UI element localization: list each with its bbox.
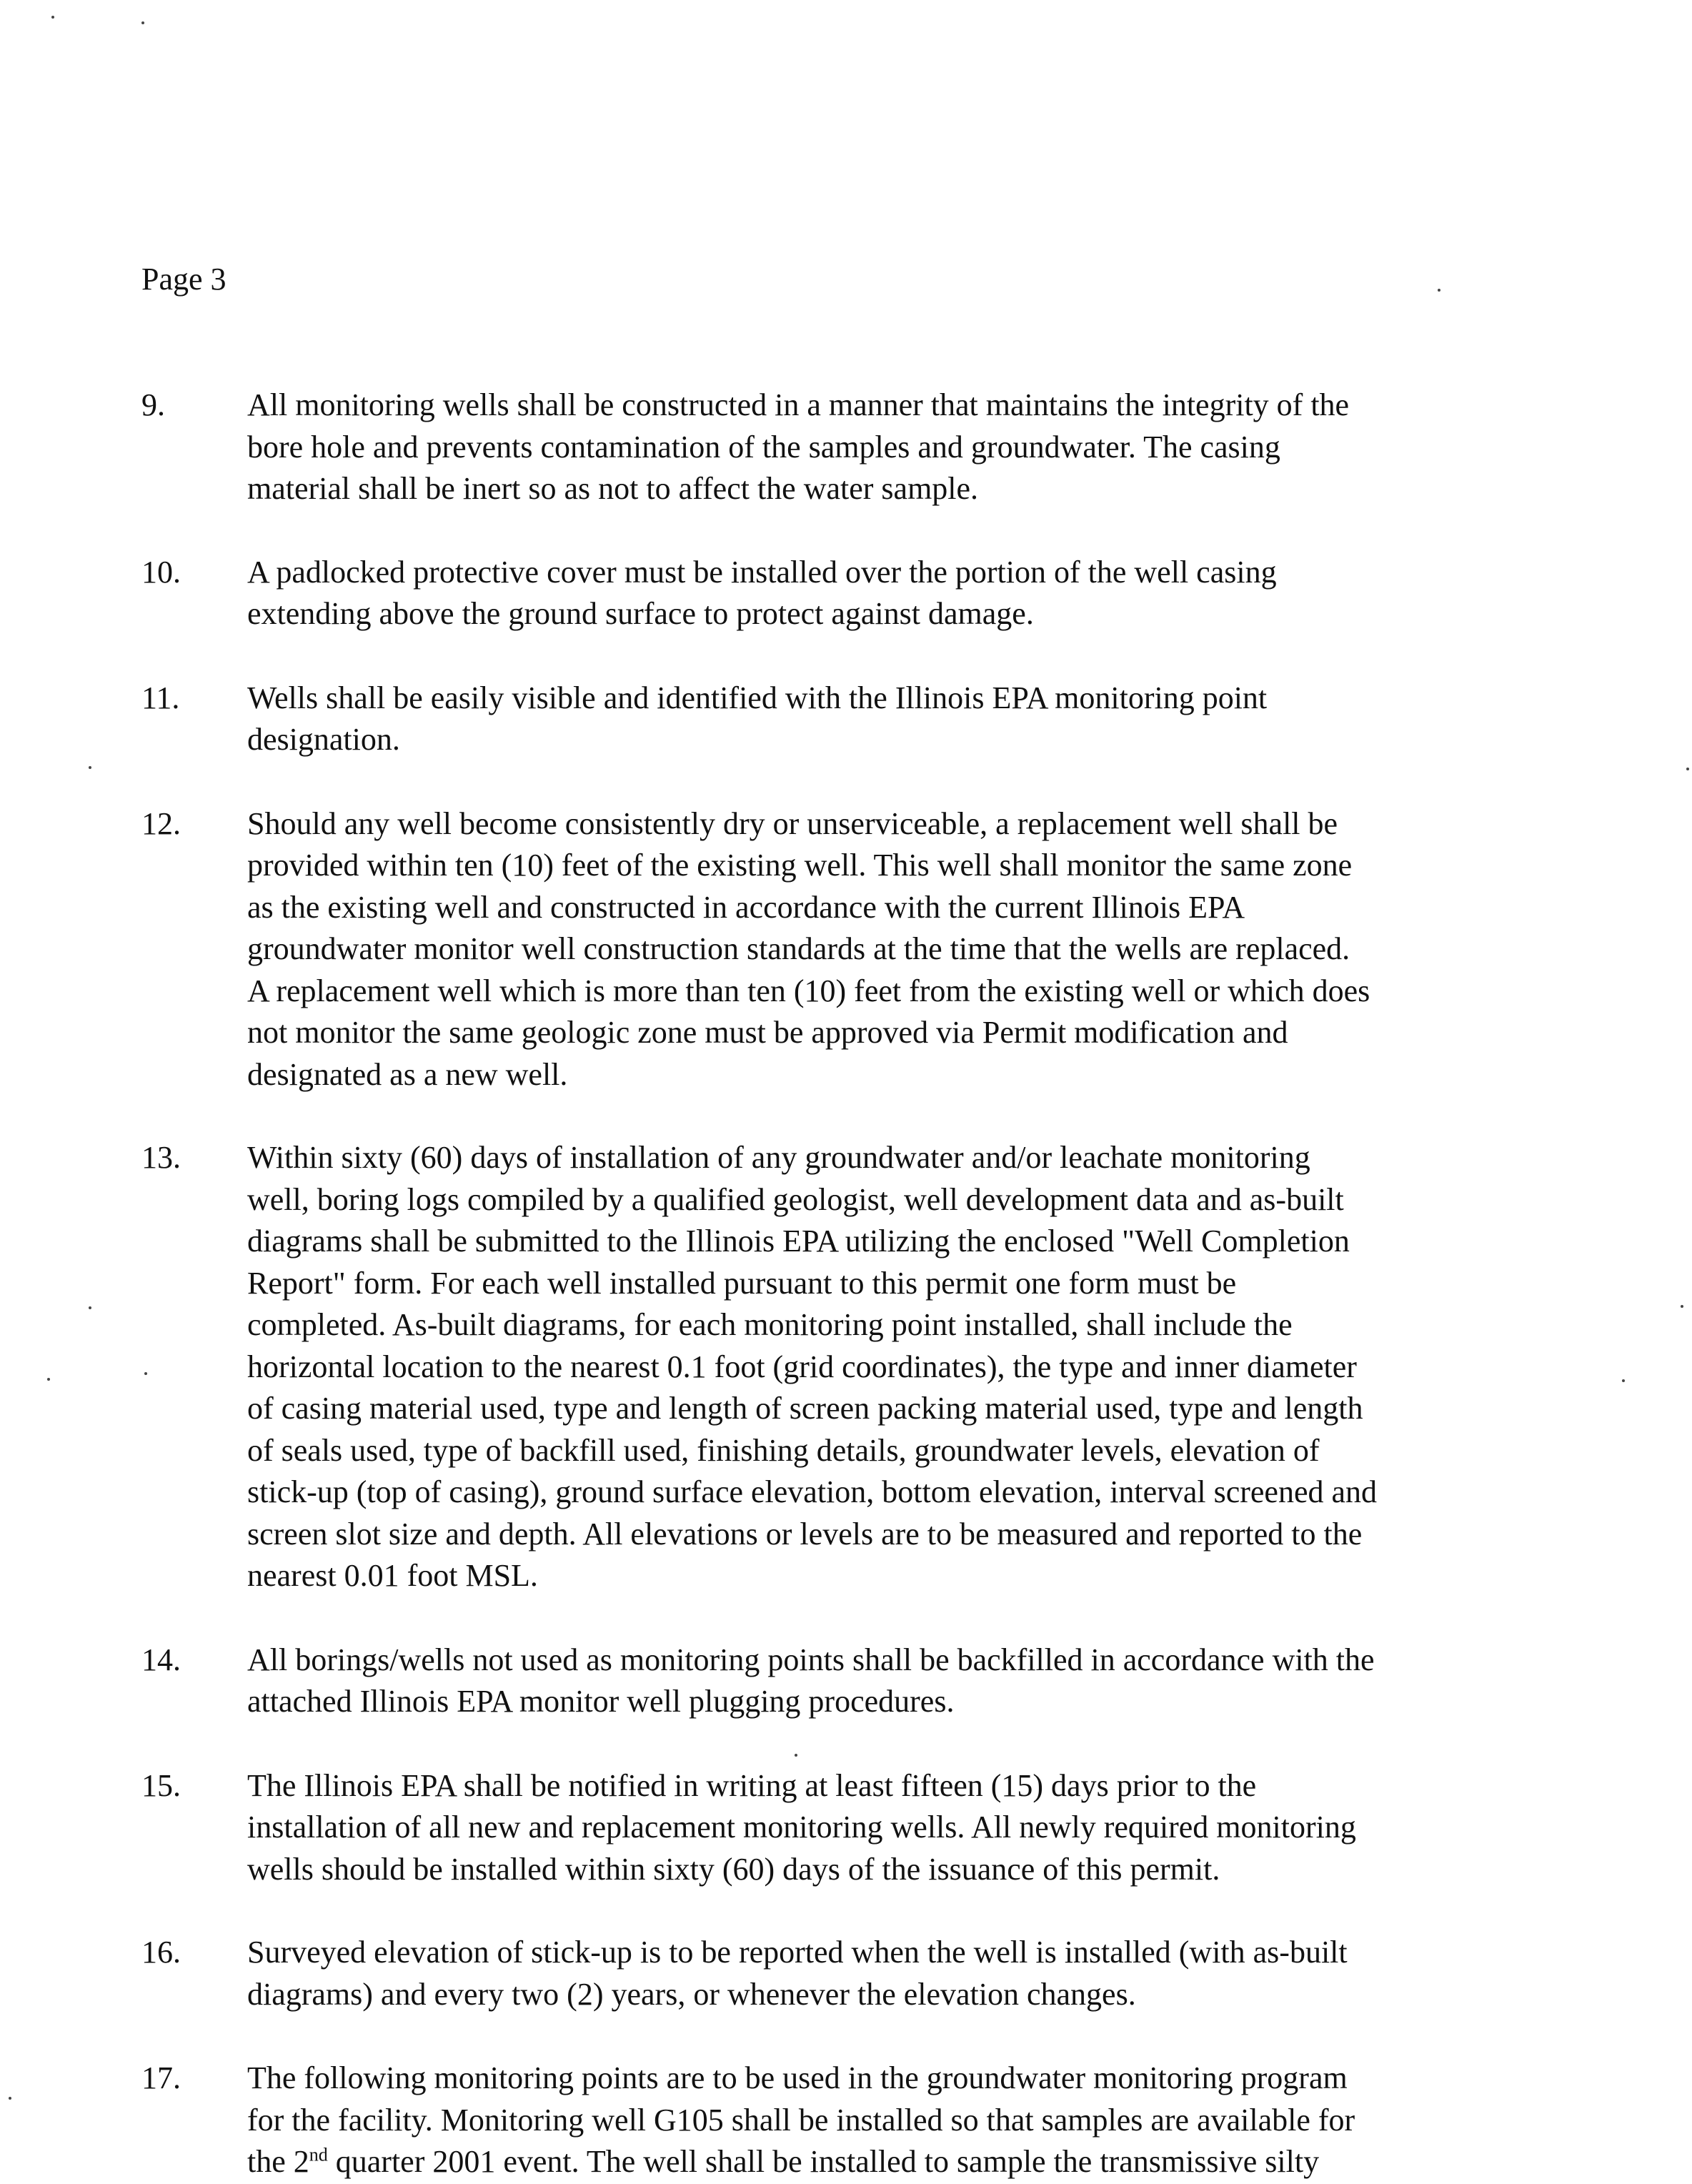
conditions-list: [141, 384, 1542, 2183]
text-line: Report" form. For each well installed pursuant to this permit one form must be: [247, 1265, 1237, 1301]
item-text: [247, 1765, 1542, 1891]
text-line: nearest 0.01 foot MSL.: [247, 1558, 538, 1593]
item-text: [247, 1137, 1542, 1597]
text-line: bore hole and prevents contamination of the samples and groundwater. The casing: [247, 429, 1280, 465]
item-number: 15.: [141, 1767, 181, 1803]
text-line: completed. As-built diagrams, for each monitoring point installed, shall include the: [247, 1307, 1293, 1342]
text-line: The Illinois EPA shall be notified in writing at least fifteen (15) days prior to the: [247, 1767, 1257, 1803]
list-item: [141, 1932, 1542, 2015]
text-line: [247, 2141, 1542, 2183]
text-fragment: quarter 2001 event. The well shall be installed to sample the transmissive silty: [327, 2144, 1320, 2179]
text-line: diagrams shall be submitted to the Illinois EPA utilizing the enclosed "Well Completion: [247, 1223, 1350, 1259]
page-header: Page 3: [141, 262, 227, 297]
text-line: A replacement well which is more than ten (10) feet from the existing well or which does: [247, 973, 1370, 1008]
item-text: [247, 552, 1542, 635]
text-line: Wells shall be easily visible and identified with the Illinois EPA monitoring point: [247, 680, 1268, 715]
text-line: installation of all new and replacement monitoring wells. All newly required monitoring: [247, 1810, 1356, 1845]
item-text: [247, 384, 1542, 510]
list-item: [141, 552, 1542, 635]
text-line: extending above the ground surface to protect against damage.: [247, 596, 1034, 631]
text-line: of casing material used, type and length of screen packing material used, type and length: [247, 1391, 1363, 1426]
text-line: stick-up (top of casing), ground surface elevation, bottom elevation, interval screened and: [247, 1474, 1378, 1509]
list-item: [141, 677, 1542, 761]
text-line: well, boring logs compiled by a qualified geologist, well development data and as-built: [247, 1181, 1344, 1217]
text-line: material shall be inert so as not to affect the water sample.: [247, 471, 979, 506]
item-number: 13.: [141, 1140, 181, 1175]
item-number: 10.: [141, 554, 181, 590]
item-number: 17.: [141, 2060, 181, 2095]
item-number: 16.: [141, 1935, 181, 1970]
text-line: diagrams) and every two (2) years, or whenever the elevation changes.: [247, 1976, 1136, 2012]
scan-speck: [1622, 1379, 1625, 1382]
text-line: Surveyed elevation of stick-up is to be reported when the well is installed (with as-built: [247, 1935, 1348, 1970]
item-text: [247, 2058, 1542, 2183]
scan-speck: [1681, 1305, 1683, 1308]
item-number: 9.: [141, 387, 165, 422]
list-item: [141, 803, 1542, 1096]
text-line: not monitor the same geologic zone must be approved via Permit modification and: [247, 1015, 1288, 1050]
text-line: of seals used, type of backfill used, finishing details, groundwater levels, elevation of: [247, 1432, 1320, 1468]
text-line: designated as a new well.: [247, 1056, 568, 1092]
text-line: groundwater monitor well construction standards at the time that the wells are replaced.: [247, 931, 1350, 966]
scan-speck: [9, 2097, 11, 2100]
scan-speck: [89, 766, 91, 769]
text-line: wells should be installed within sixty (60) days of the issuance of this permit.: [247, 1851, 1220, 1887]
text-line: Should any well become consistently dry or unserviceable, a replacement well shall be: [247, 805, 1338, 841]
text-line: attached Illinois EPA monitor well plugging procedures.: [247, 1684, 955, 1719]
scan-speck: [89, 1306, 91, 1309]
ordinal-superscript: nd: [309, 2144, 328, 2165]
text-line: A padlocked protective cover must be installed over the portion of the well casing: [247, 554, 1277, 590]
scan-speck: [1686, 768, 1689, 770]
text-line: screen slot size and depth. All elevations or levels are to be measured and reported to the: [247, 1516, 1363, 1552]
item-number: 12.: [141, 805, 181, 841]
list-item: [141, 2058, 1542, 2183]
text-line: The following monitoring points are to be used in the groundwater monitoring program: [247, 2060, 1348, 2095]
text-line: as the existing well and constructed in accordance with the current Illinois EPA: [247, 889, 1245, 925]
list-item: [141, 1765, 1542, 1891]
text-line: designation.: [247, 722, 400, 757]
item-text: [247, 1932, 1542, 2015]
item-text: [247, 803, 1542, 1096]
text-line: horizontal location to the nearest 0.1 foot (grid coordinates), the type and inner diameter: [247, 1349, 1357, 1384]
text-line: All monitoring wells shall be constructed in a manner that maintains the integrity of the: [247, 387, 1350, 422]
item-text: [247, 1639, 1542, 1723]
list-item: [141, 1639, 1542, 1723]
scan-speck: [47, 1378, 50, 1381]
item-number: 14.: [141, 1642, 181, 1677]
text-line: for the facility. Monitoring well G105 shall be installed so that samples are available for: [247, 2102, 1355, 2138]
list-item: [141, 384, 1542, 510]
text-line: All borings/wells not used as monitoring points shall be backfilled in accordance with the: [247, 1642, 1375, 1677]
scan-speck: [141, 21, 144, 24]
text-fragment: the 2: [247, 2144, 309, 2179]
item-text: [247, 677, 1542, 761]
scan-speck: [51, 16, 54, 19]
scan-speck: [1438, 289, 1440, 292]
item-number: 11.: [141, 680, 180, 715]
text-line: provided within ten (10) feet of the existing well. This well shall monitor the same zone: [247, 848, 1353, 883]
text-line: Within sixty (60) days of installation of any groundwater and/or leachate monitoring: [247, 1140, 1310, 1175]
list-item: [141, 1137, 1542, 1597]
